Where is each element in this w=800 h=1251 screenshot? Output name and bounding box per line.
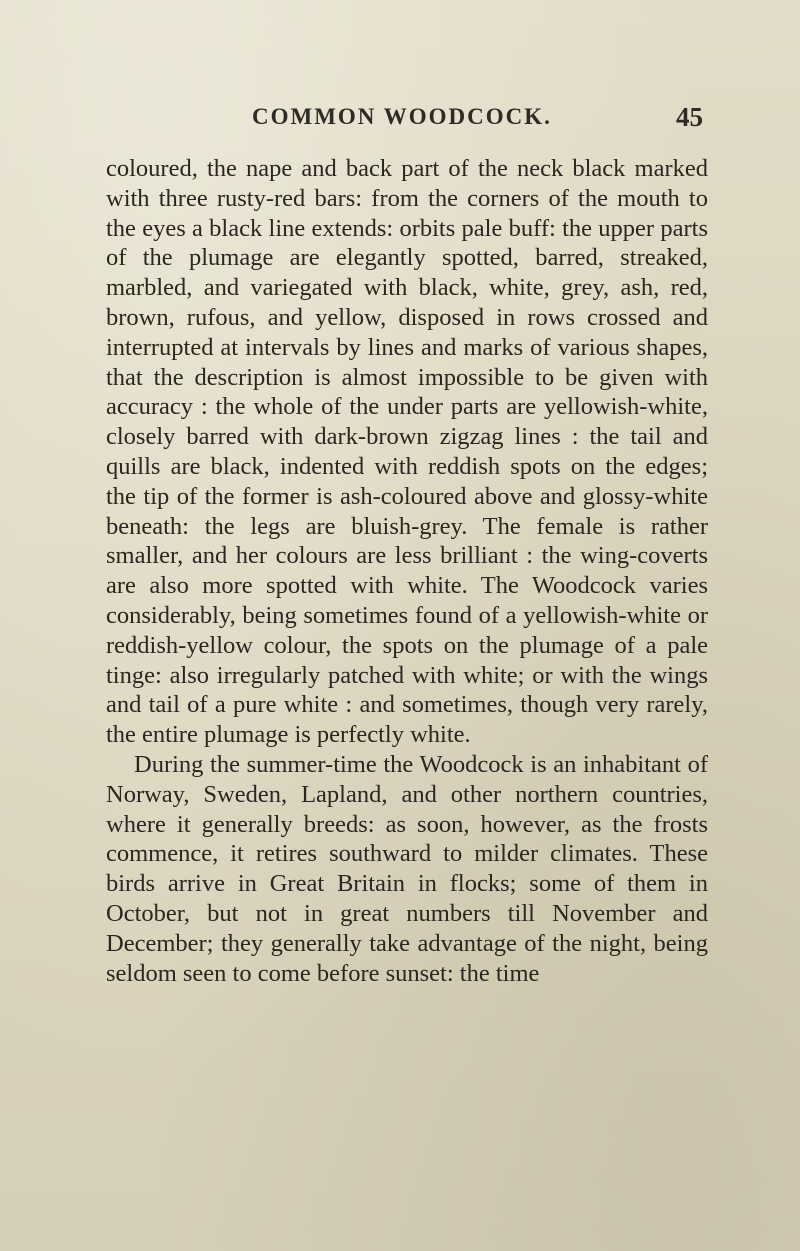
running-title: COMMON WOODCOCK. (252, 104, 552, 129)
paragraph: coloured, the nape and back part of the neck black marked with three rusty-red bars: from the corners of the mouth to the eyes a black line extends: orbits pale buff: the upper parts of the plumage are elegantly spotted, barred, streaked, marbled, and variegated with black, white, grey, ash, red, brown, rufous, and yellow, disposed in rows crossed and interrupted at intervals by lines and marks of various shapes, that the description is almost impossible to be given with accuracy : the whole of the under parts are yellowish-white, closely barred with dark-brown zigzag lines : the tail and quills are black, indented with reddish spots on the edges; the tip of the former is ash-coloured above and glossy-white beneath: the legs are bluish-grey. The female is rather smaller, and her colours are less brilliant : the wing-coverts are also more spotted with white. The Woodcock varies considerably, being sometimes found of a yellowish-white or reddish-yellow colour, the spots on the plumage of a pale tinge: also irregularly patched with white; or with the wings and tail of a pure white : and sometimes, though very rarely, the entire plumage is perfectly white. (106, 155, 708, 749)
body-text (106, 154, 708, 988)
paragraph: During the summer-time the Woodcock is an inhabitant of Norway, Sweden, Lapland, and other northern countries, where it generally breeds: as soon, however, as the frosts commence, it retires southward to milder climates. These birds arrive in Great Britain in flocks; some of them in October, but not in great numbers till November and December; they generally take advantage of the night, being seldom seen to come before sunset: the time (106, 750, 708, 987)
page-number: 45 (676, 102, 703, 132)
page-header (105, 104, 705, 144)
